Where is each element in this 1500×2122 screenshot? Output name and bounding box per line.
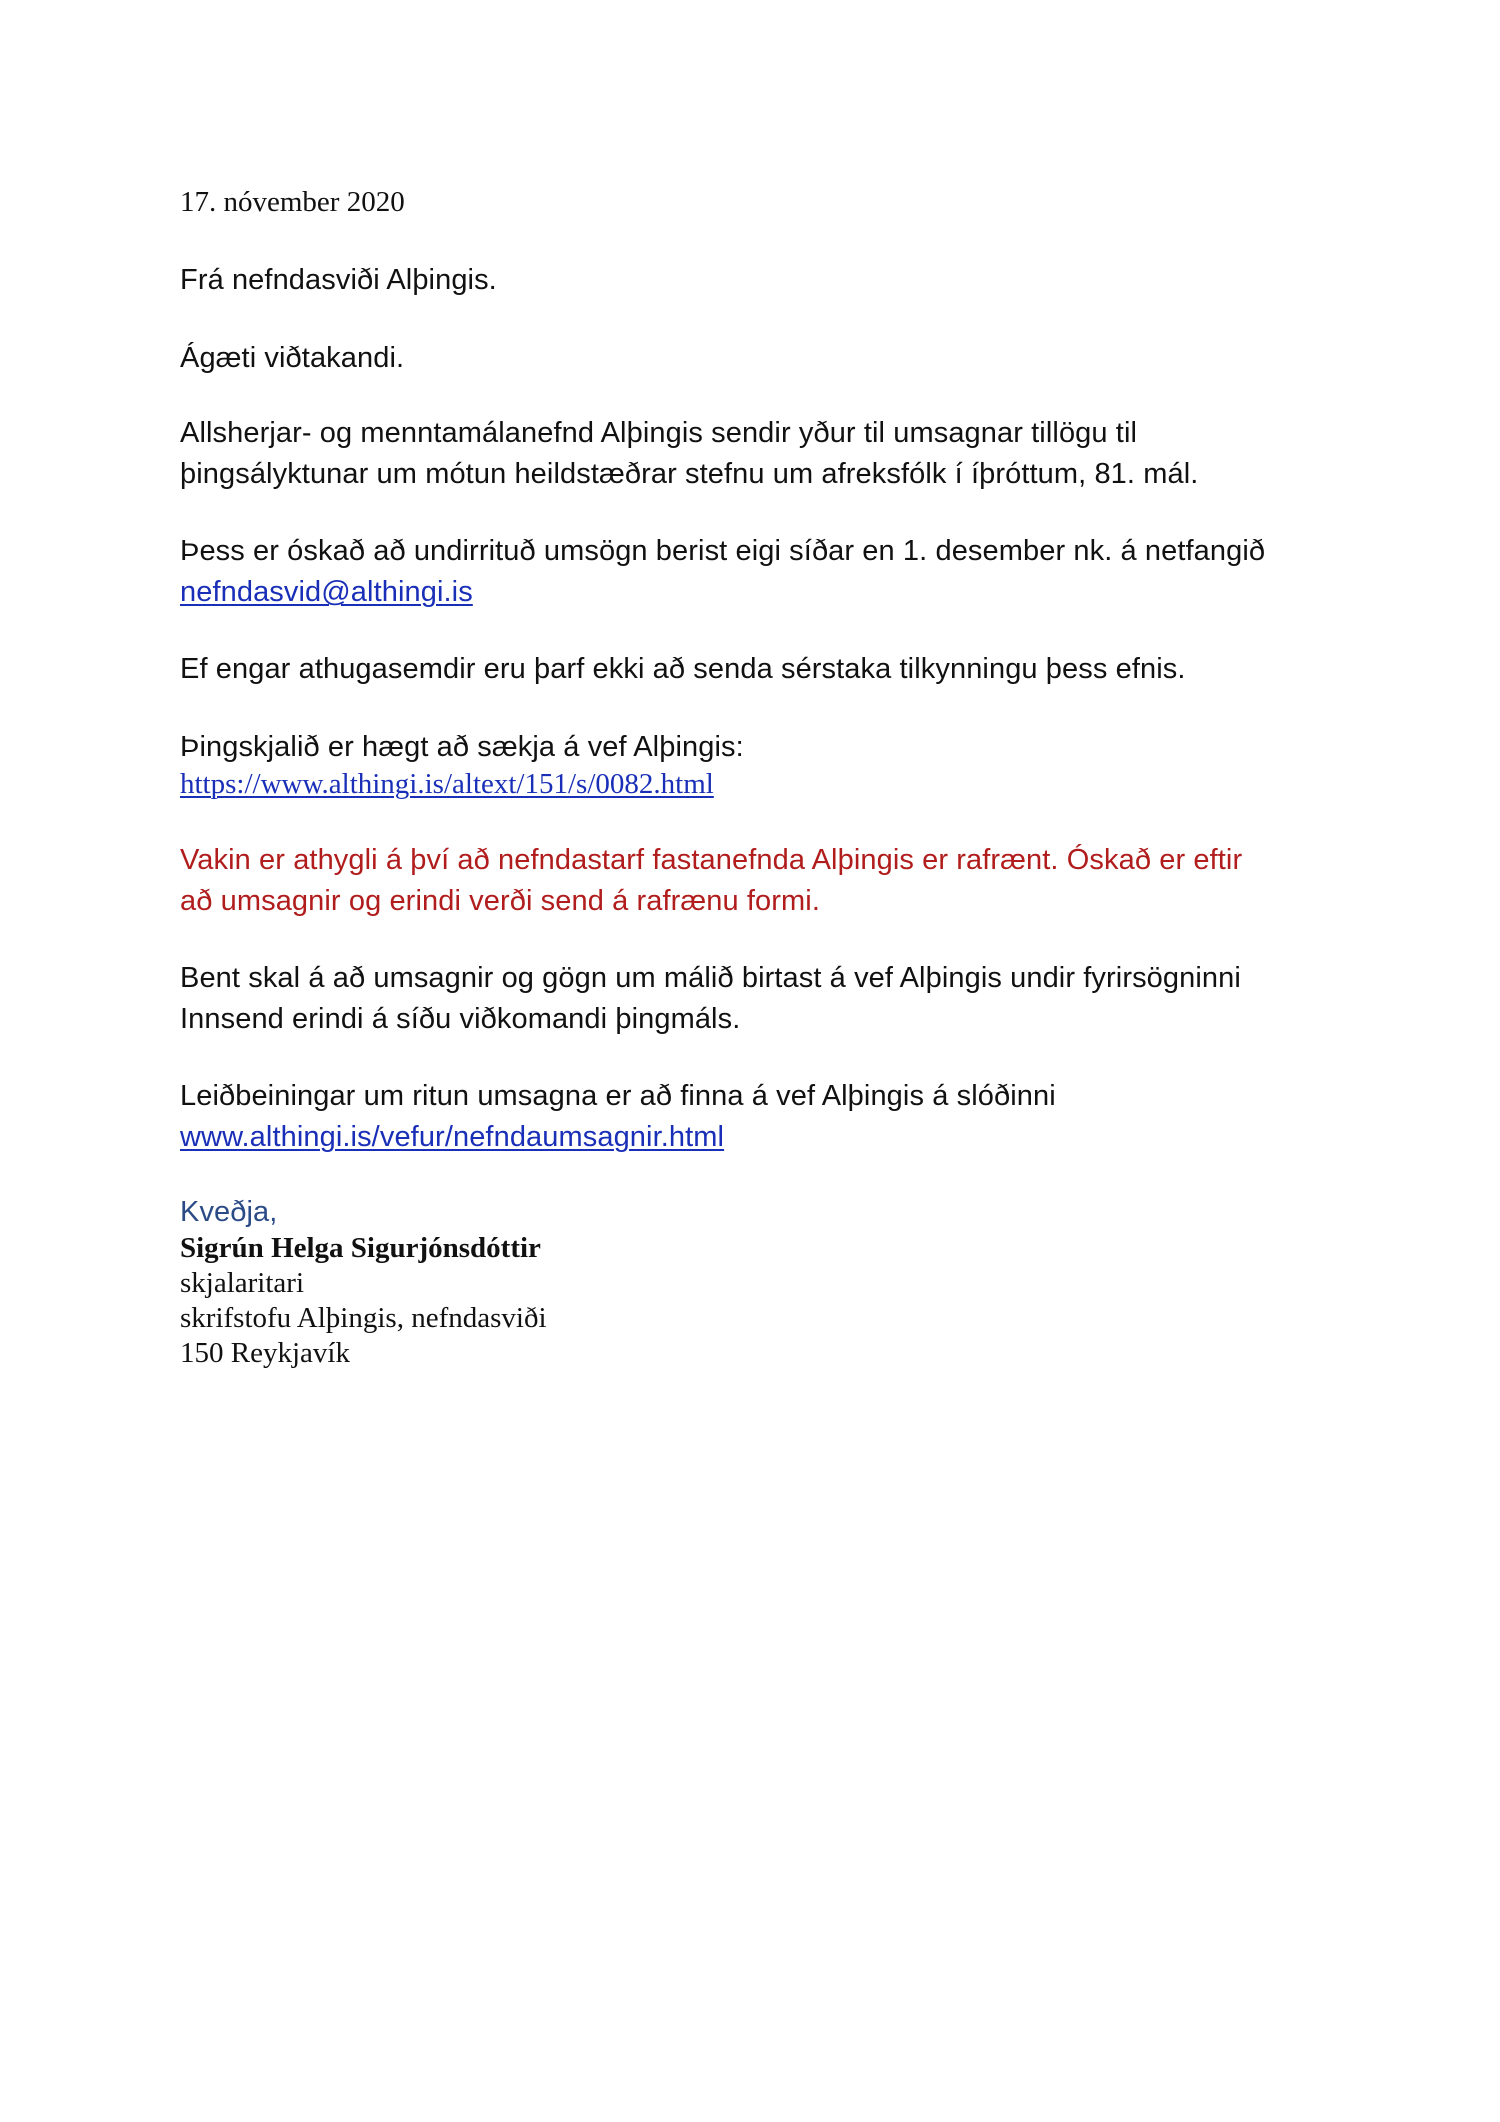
guidelines-url-line — [180, 1117, 724, 1157]
paragraph-4-line-1: Þingskjalið er hægt að sækja á vef Alþingis: — [180, 731, 744, 763]
signature-office: skrifstofu Alþingis, nefndasviði — [180, 1302, 547, 1334]
paragraph-1-line-1: Allsherjar- og menntamálanefnd Alþingis sendir yður til umsagnar tillögu til — [180, 417, 1138, 449]
paragraph-2-line-1: Þess er óskað að undirrituð umsögn berist eigi síðar en 1. desember nk. á netfangið — [180, 535, 1266, 567]
paragraph-6-line-2: Innsend erindi á síðu viðkomandi þingmáls. — [180, 1003, 741, 1035]
signature-closing: Kveðja, — [180, 1196, 278, 1228]
signature-title: skjalaritari — [180, 1267, 305, 1299]
paragraph-3: Ef engar athugasemdir eru þarf ekki að senda sérstaka tilkynningu þess efnis. — [180, 653, 1186, 685]
letter-from: Frá nefndasviði Alþingis. — [180, 264, 497, 296]
notice-line-1: Vakin er athygli á því að nefndastarf fastanefnda Alþingis er rafrænt. Óskað er eftir — [180, 844, 1243, 876]
paragraph-1-line-2: þingsályktunar um mótun heildstæðrar stefnu um afreksfólk í íþróttum, 81. mál. — [180, 458, 1199, 490]
email-line — [180, 572, 473, 612]
notice-line-2: að umsagnir og erindi verði send á rafrænu formi. — [180, 885, 820, 917]
signature-name: Sigrún Helga Sigurjónsdóttir — [180, 1232, 541, 1264]
guidelines-url-link[interactable]: www.althingi.is/vefur/nefndaumsagnir.html — [180, 1121, 725, 1153]
letter-date: 17. nóvember 2020 — [180, 186, 405, 218]
document-url-line — [180, 766, 714, 802]
signature-city: 150 Reykjavík — [180, 1337, 350, 1369]
paragraph-7-line-1: Leiðbeiningar um ritun umsagna er að finna á vef Alþingis á slóðinni — [180, 1080, 1056, 1112]
email-link[interactable]: nefndasvid@althingi.is — [180, 576, 473, 608]
letter-greeting: Ágæti viðtakandi. — [180, 342, 405, 374]
document-url-link[interactable]: https://www.althingi.is/altext/151/s/0082.html — [180, 768, 714, 800]
paragraph-6-line-1: Bent skal á að umsagnir og gögn um málið birtast á vef Alþingis undir fyrirsögninni — [180, 962, 1241, 994]
